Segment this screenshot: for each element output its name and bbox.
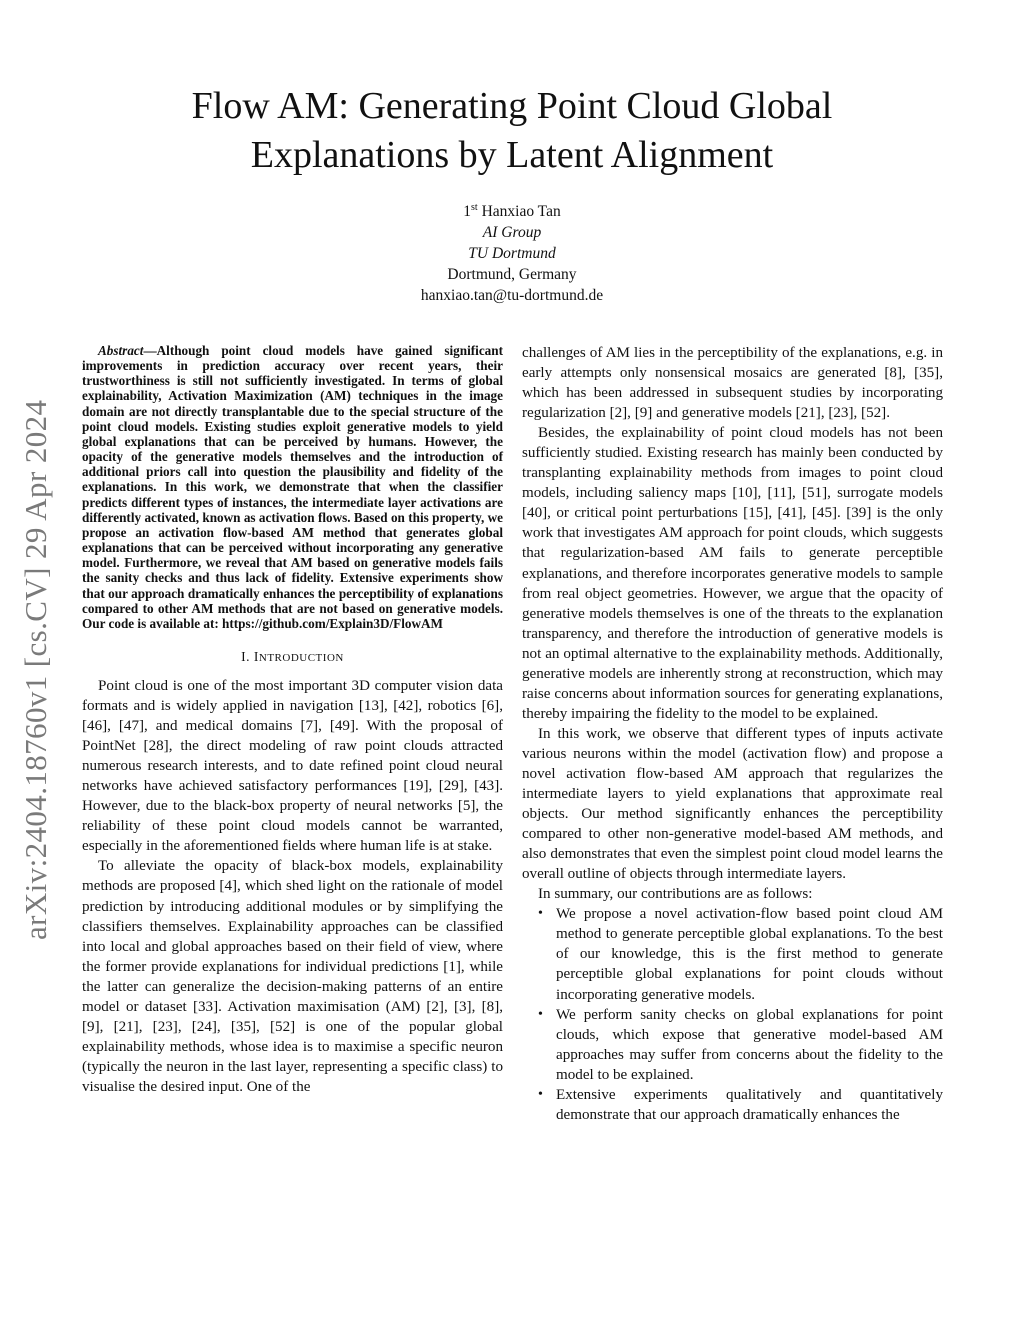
contribution-text: We propose a novel activation-flow based point cloud AM method to generate perceptible global explanations. To the best of our knowledge, this is the first method to generate perceptible global explanations for point clouds without incorporating generative models.	[556, 906, 943, 1003]
abstract-text: —Although point cloud models have gained significant improvements in prediction accuracy over recent years, their trustworthiness is still not sufficiently investigated. In terms of global explainability, Activation Maximization (AM) techniques in the image domain are not directly transplantable due to the special structure of the point cloud models. Existing studies exploit generative models to yield global explanations that can be perceived by humans. However, the opacity of the generative models themselves and the introduction of additional priors call into question the plausibility and fidelity of the explanations. In this work, we demonstrate that when the classifier predicts different types of instances, the intermediate layer activations are differently activated, known as activation flows. Based on this property, we propose an activation flow-based AM method that generates global explanations that can be perceived without incorporating any generative model. Furthermore, we reveal that AM based on generative models fails the sanity checks and thus lack of fidelity. Extensive experiments show that our approach dramatically enhances the perceptibility of explanations compared to other AM methods that are not based on generative models. Our code is available at: https://github.com/Explain3D/FlowAM	[82, 343, 503, 631]
intro-paragraph-4: In this work, we observe that different types of inputs activate various neurons within the model (activation flow) and propose a novel activation flow-based AM approach that regularizes the intermediate layers to yield explanations that approximate real objects. Our method significantly enhances the perceptibility compared to other non-generative model-based AM methods, and also demonstrates that even the simplest point cloud model learns the overall outline of objects through intermediate layers.	[522, 725, 943, 883]
contributions-intro: In summary, our contributions are as follows:	[538, 886, 813, 903]
left-column	[82, 343, 503, 1097]
contribution-item	[522, 1005, 943, 1085]
author-name-line	[262, 201, 762, 222]
intro-paragraph-2: To alleviate the opacity of black-box models, explainability methods are proposed [4], which shed light on the rationale of model prediction by introducing additional modules or by simplifying the classifiers themselves. Explainability approaches can be classified into local and global approaches based on their field of view, where the former provide explanations for individual predictions [1], while the latter can generalize the decision-making patterns of an entire model or dataset [33]. Activation maximisation (AM) [2], [3], [8], [9], [21], [23], [24], [35], [52] is one of the popular global explainability methods, whose idea is to maximise a specific neuron (typically the neuron in the last layer, representing a specific class) to visualise the desired input. One of the	[82, 858, 503, 1095]
author-ordinal-suffix: st	[471, 202, 478, 213]
intro-paragraph-3: Besides, the explainability of point cloud models has not been sufficiently studied. Existing research has mainly been conducted by transplanting explainability methods from images to point cloud models, including saliency maps [10], [11], [51], surrogate models [40], or critical point perturbations [15], [41], [45]. [39] is the only work that investigates AM approach for point clouds, which suggests that regularization-based AM fails to generate perceptible explanations, and therefore incorporates generative models to sample from real object geometries. However, we argue that the opacity of generative models themselves is one of the threats to the explanation transparency, and therefore the introduction of generative models is not an optimal alternative to the explainability methods. Additionally, generative models are inherently strong at reconstruction, which may raise concerns about information sources for generating explanations, thereby impairing the fidelity to the model to be explained.	[522, 425, 943, 722]
right-column	[522, 343, 943, 1125]
bullet-dot-icon: •	[538, 1006, 543, 1022]
author-ordinal: 1	[463, 203, 472, 220]
abstract-label: Abstract	[98, 343, 144, 358]
bullet-dot-icon: •	[538, 1086, 543, 1102]
section-heading-rest: NTRODUCTION	[258, 651, 344, 664]
author-email: hanxiao.tan@tu-dortmund.de	[420, 287, 604, 304]
contribution-text: Extensive experiments qualitatively and quantitatively demonstrate that our approach dramatically enhances the	[556, 1086, 943, 1123]
bullet-dot-icon: •	[538, 906, 543, 922]
author-group: AI Group	[482, 224, 542, 241]
contribution-item	[522, 904, 943, 1004]
arxiv-identifier: arXiv:2404.18760v1 [cs.CV] 29 Apr 2024	[18, 399, 53, 940]
section-numeral: I.	[241, 648, 251, 664]
paper-title	[90, 82, 934, 180]
intro-paragraph-continued: challenges of AM lies in the perceptibility of the explanations, e.g. in early attempts only nonsensical mosaics are generated [8], [35], which has been addressed in subsequent studies by incorporating regularization [2], [9] and generative models [21], [23], [52].	[522, 345, 943, 422]
contributions-list	[522, 904, 943, 1125]
section-heading-initial: I	[253, 648, 259, 664]
abstract	[82, 343, 503, 631]
author-university: TU Dortmund	[468, 245, 556, 262]
title-line-1: Flow AM: Generating Point Cloud Global	[191, 85, 833, 127]
section-heading-introduction	[82, 647, 503, 668]
author-block	[262, 201, 762, 306]
intro-paragraph-1: Point cloud is one of the most important 3D computer vision data formats and is widely applied in navigation [13], [42], robotics [6], [46], [47], and medical domains [7], [49]. With the proposal of PointNet [28], the direct modeling of raw point clouds attracted numerous research interests, and to date refined point cloud neural networks have achieved satisfactory performances [19], [29], [43]. However, due to the black-box property of neural networks [5], the reliability of these point cloud models cannot be warranted, especially in the aforementioned fields where human life is at stake.	[82, 678, 503, 855]
author-name: Hanxiao Tan	[481, 203, 561, 220]
author-location: Dortmund, Germany	[447, 266, 577, 283]
title-line-2: Explanations by Latent Alignment	[250, 134, 774, 176]
contribution-item	[522, 1085, 943, 1125]
contribution-text: We perform sanity checks on global explanations for point clouds, which expose that generative model-based AM approaches may suffer from concerns about the fidelity to the model to be explained.	[556, 1006, 943, 1083]
